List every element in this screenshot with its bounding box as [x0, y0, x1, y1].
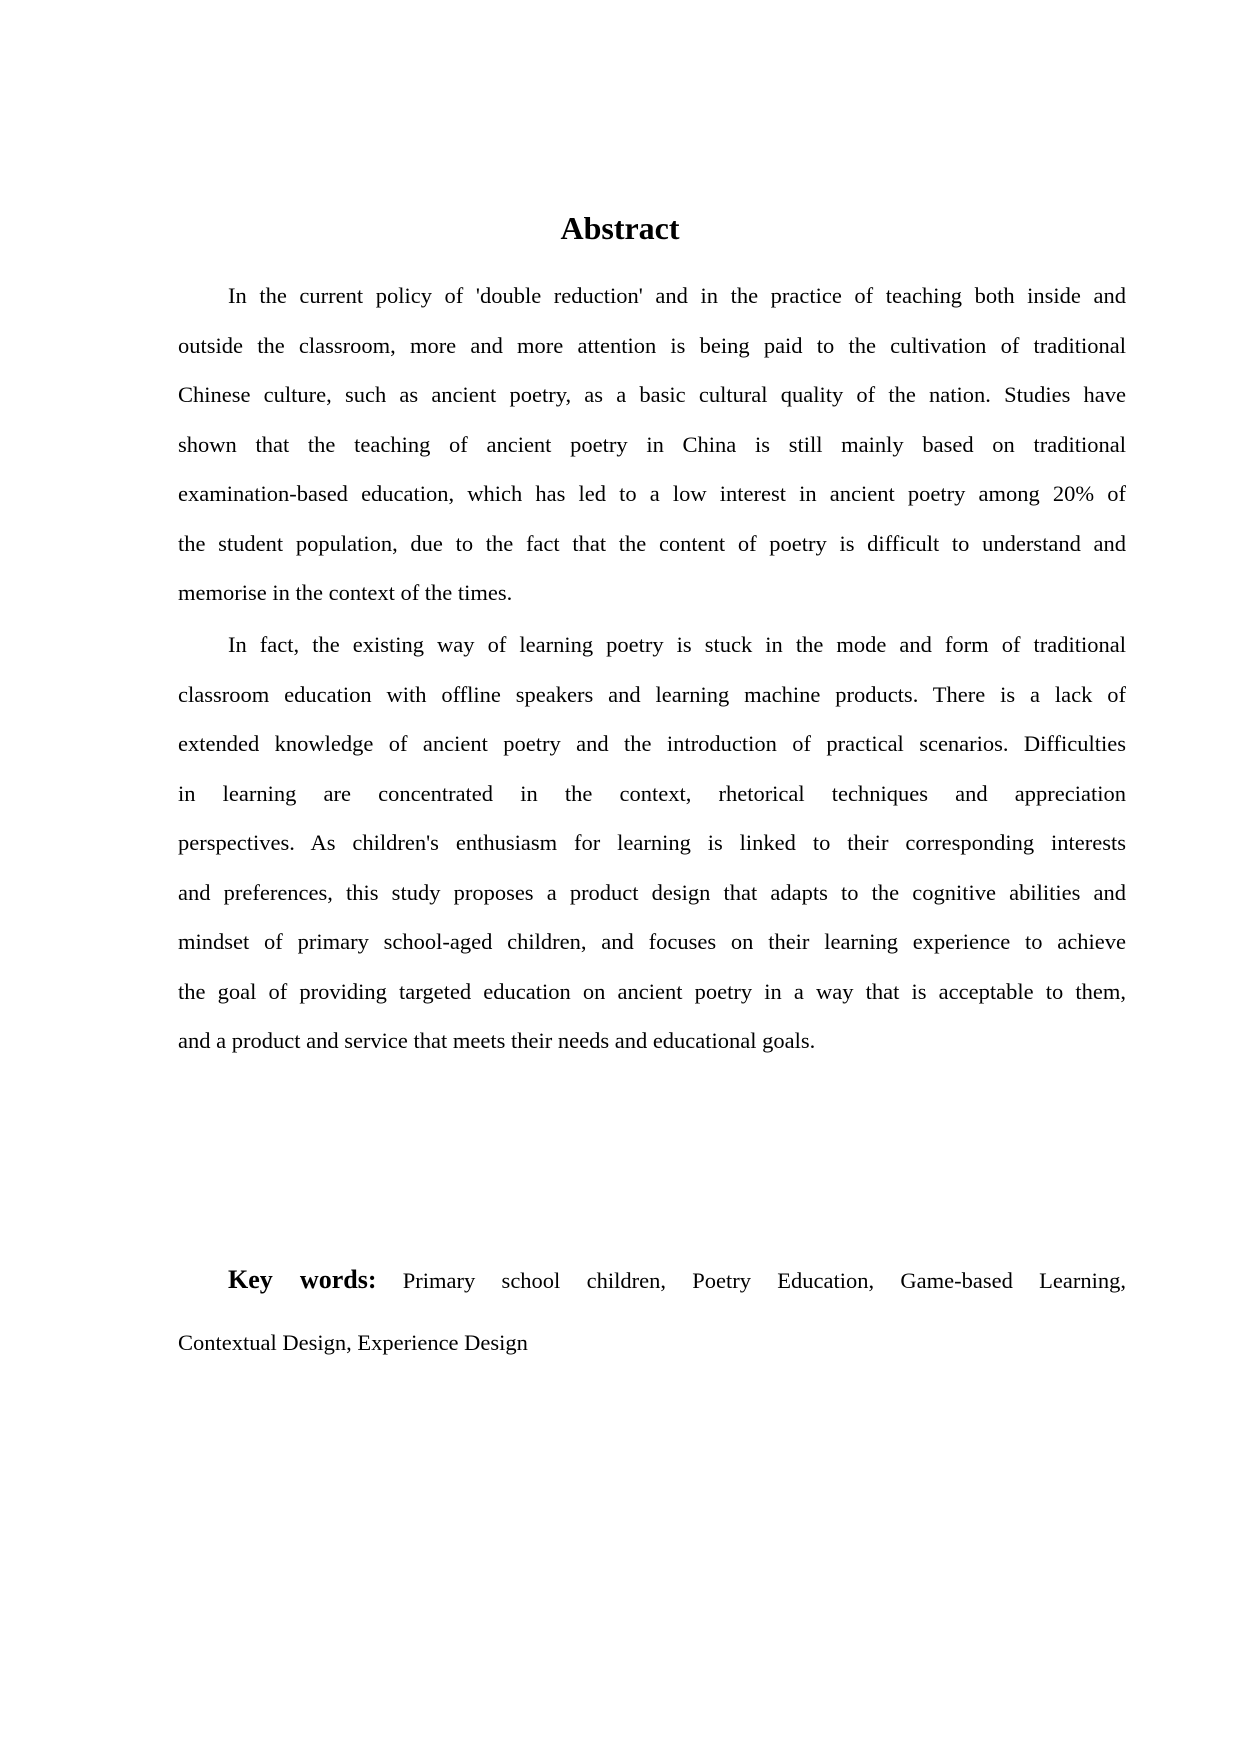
paragraph-line: outside the classroom, more and more attention is being paid to the cultivation of traditional — [178, 332, 1126, 358]
paragraph-line: the goal of providing targeted education on ancient poetry in a way that is acceptable to them, — [178, 978, 1126, 1004]
paragraph-line: shown that the teaching of ancient poetry in China is still mainly based on traditional — [178, 431, 1126, 457]
paragraph-line: Chinese culture, such as ancient poetry, as a basic cultural quality of the nation. Studies have — [178, 382, 1126, 407]
paragraph-line: extended knowledge of ancient poetry and the introduction of practical scenarios. Difficulties — [178, 731, 1126, 756]
paragraph-line: classroom education with offline speakers and learning machine products. There is a lack of — [178, 681, 1126, 707]
keywords-line-1 — [178, 1248, 1126, 1311]
paragraph-line: the student population, due to the fact that the content of poetry is difficult to understand and — [178, 530, 1126, 556]
paragraph-line: in learning are concentrated in the context, rhetorical techniques and appreciation — [178, 780, 1126, 806]
keywords-label: Key words: — [228, 1265, 377, 1294]
paragraph-line: mindset of primary school-aged children, and focuses on their learning experience to achieve — [178, 929, 1126, 954]
abstract-title: Abstract — [560, 210, 680, 246]
paragraph-line: memorise in the context of the times. — [178, 580, 513, 605]
paragraph-line: and preferences, this study proposes a product design that adapts to the cognitive abilities and — [178, 879, 1126, 905]
paragraph-line: In the current policy of 'double reduction' and in the practice of teaching both inside and — [228, 283, 1126, 308]
paragraph-line: In fact, the existing way of learning poetry is stuck in the mode and form of traditional — [228, 632, 1126, 657]
abstract-paragraph-1 — [178, 271, 1126, 618]
abstract-paragraph-2 — [178, 620, 1126, 1066]
keywords-list-1: Primary school children, Poetry Education, Game-based Learning, — [402, 1268, 1126, 1293]
keywords-line-2: Contextual Design, Experience Design — [178, 1330, 528, 1355]
paragraph-line: examination-based education, which has led to a low interest in ancient poetry among 20% of — [178, 481, 1126, 506]
keywords-section — [178, 1248, 1126, 1374]
paragraph-line: perspectives. As children's enthusiasm for learning is linked to their corresponding interests — [178, 830, 1126, 855]
paragraph-line: and a product and service that meets their needs and educational goals. — [178, 1028, 816, 1053]
